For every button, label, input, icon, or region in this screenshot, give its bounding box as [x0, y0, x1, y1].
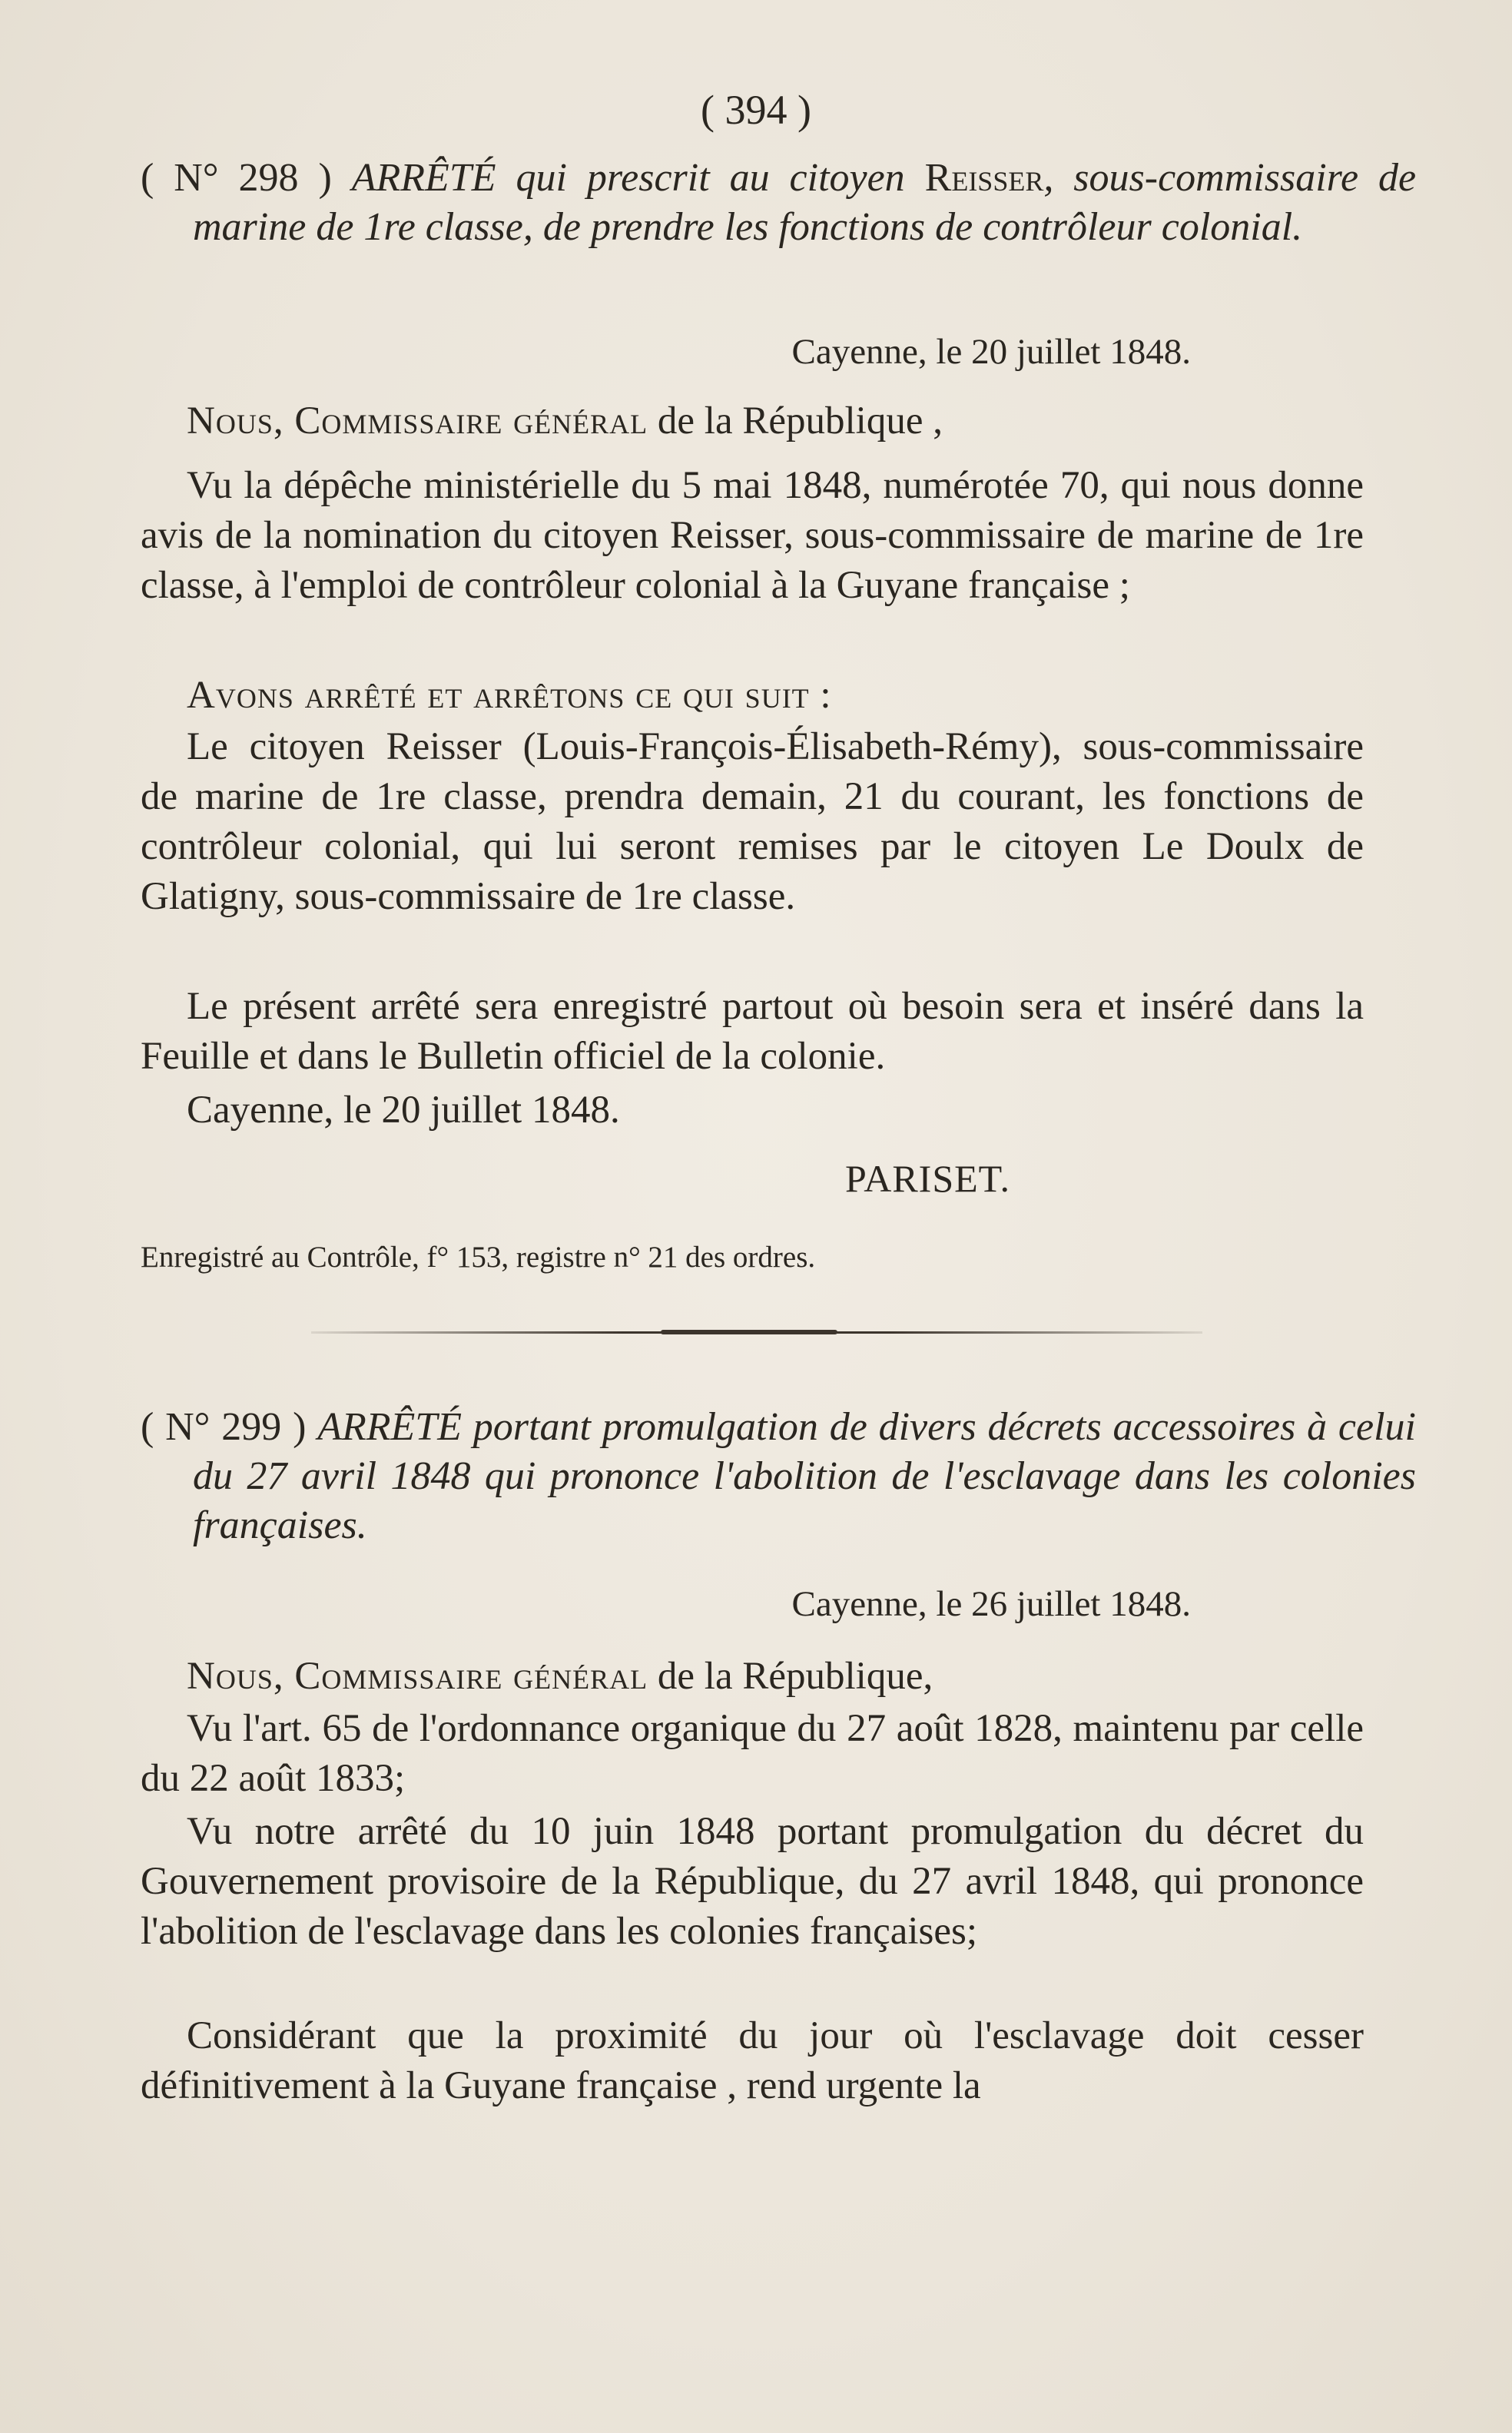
decree-298-dateline: Cayenne, le 20 juillet 1848.: [791, 332, 1191, 372]
decree-298-title-name: Reisser: [924, 156, 1044, 200]
decree-299-title: ARRÊTÉ portant promulgation de divers décrets accessoires à celui du 27 avril 1848 qui prononce l'abolition de l'esclavage dans les colonies françaises.: [193, 1405, 1416, 1547]
decree-299-number: ( N° 299 ): [141, 1405, 307, 1449]
decree-298-title-part2: , sous-commissaire de marine de 1re classe, de prendre les fonctions de contrôleur colonial.: [193, 156, 1417, 249]
decree-298-heading: [141, 154, 1416, 252]
decree-299-vu-arrete: Vu notre arrêté du 10 juin 1848 portant promulgation du décret du Gouvernement provisoire de la République, du 27 avril 1848, qui prononce l'abolition de l'esclavage dans les colonies françaises;: [141, 1810, 1364, 1953]
decree-298-date-closing: Cayenne, le 20 juillet 1848.: [187, 1089, 620, 1132]
decree-298-title-part1: ARRÊTÉ qui prescrit au citoyen: [351, 156, 905, 200]
decree-298-preamble-caps: Nous, Commissaire général: [187, 399, 648, 443]
page-number: ( 394 ): [701, 87, 811, 133]
decree-298-registre: Enregistré au Contrôle, f° 153, registre n° 21 des ordres.: [141, 1241, 816, 1274]
decree-299-vu-ordonnance: Vu l'art. 65 de l'ordonnance organique du 27 août 1828, maintenu par celle du 22 août 1833;: [141, 1707, 1364, 1800]
decree-298-signature: PARISET.: [845, 1157, 1011, 1200]
decree-298-arretons: Avons arrêté et arrêtons ce qui suit :: [187, 674, 832, 717]
section-divider-ornament: [661, 1330, 837, 1334]
decree-298-number: ( N° 298 ): [141, 156, 332, 200]
decree-299-considerant: Considérant que la proximité du jour où l'esclavage doit cesser définitivement à la Guyane française , rend urgente la: [141, 2014, 1364, 2107]
decree-298-preamble-rest: de la République ,: [657, 399, 943, 443]
decree-299-preamble-rest: de la République,: [657, 1655, 933, 1698]
decree-299-dateline: Cayenne, le 26 juillet 1848.: [791, 1584, 1191, 1624]
decree-299-preamble: [141, 1652, 1364, 1702]
decree-299-heading: [141, 1403, 1416, 1550]
decree-298-registration-clause: Le présent arrêté sera enregistré partout où besoin sera et inséré dans la Feuille et dans le Bulletin officiel de la colonie.: [141, 985, 1364, 1078]
decree-298-article: Le citoyen Reisser (Louis-François-Élisabeth-Rémy), sous-commissaire de marine de 1re classe, prendra demain, 21 du courant, les fonctions de contrôleur colonial, qui lui seront remises par le citoyen Le Doulx de Glatigny, sous-commissaire de 1re classe.: [141, 725, 1364, 918]
decree-298-preamble: [141, 396, 1364, 446]
decree-298-vu: Vu la dépêche ministérielle du 5 mai 1848, numérotée 70, qui nous donne avis de la nomination du citoyen Reisser, sous-commissaire de marine de 1re classe, à l'emploi de contrôleur colonial à la Guyane française ;: [141, 464, 1364, 607]
decree-299-preamble-caps: Nous, Commissaire général: [187, 1655, 648, 1698]
